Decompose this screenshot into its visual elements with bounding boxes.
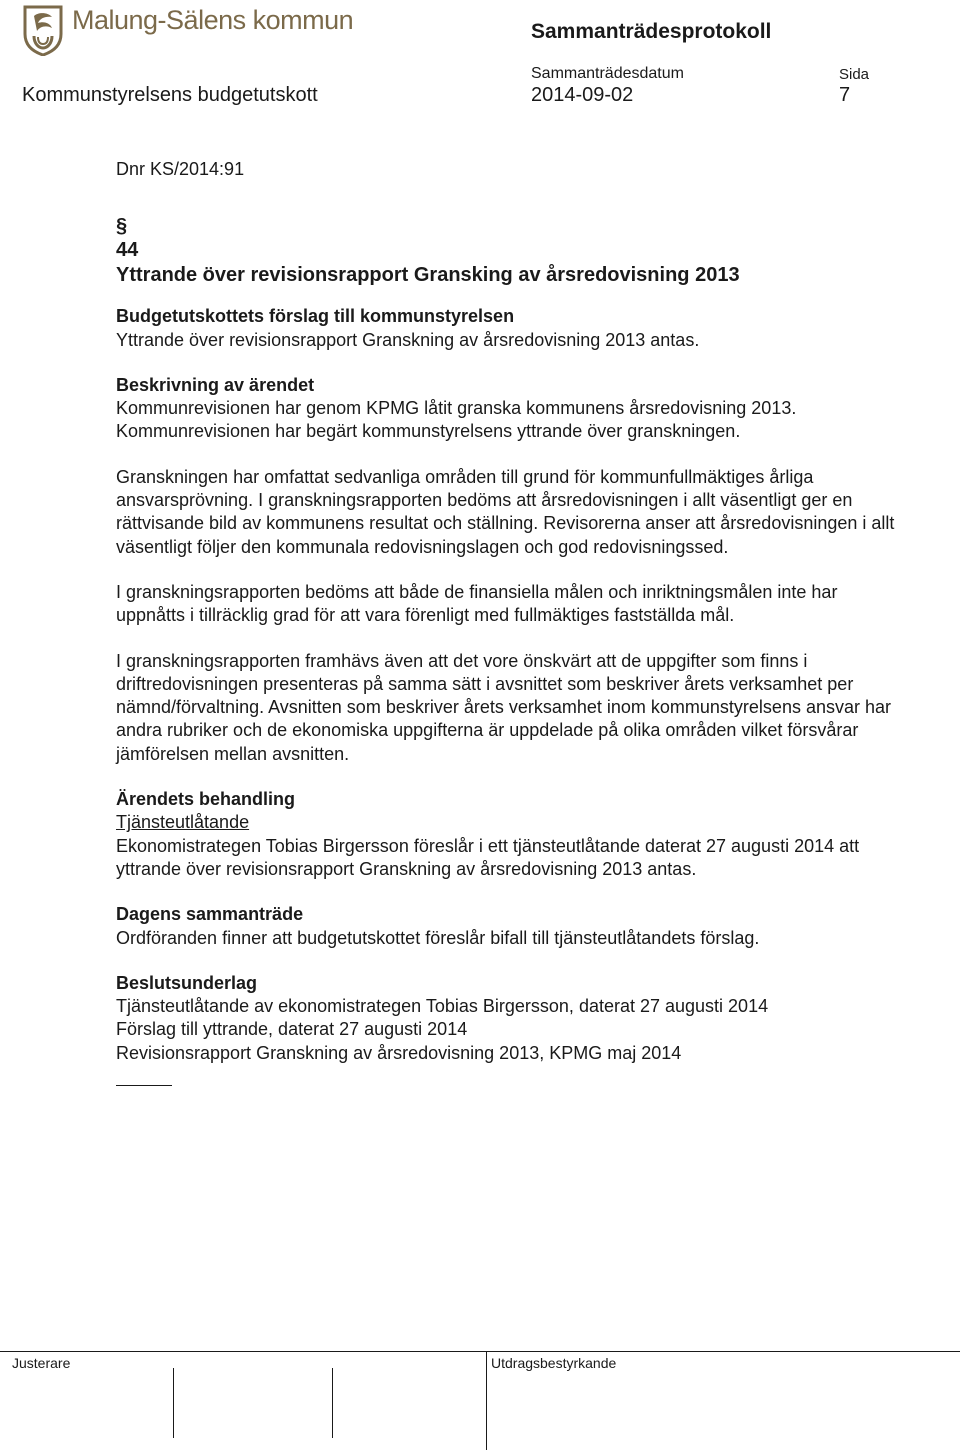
section-mark: § bbox=[116, 215, 128, 238]
protocol-content bbox=[116, 158, 906, 1086]
basis-item: Tjänsteutlåtande av ekonomistrategen Tobias Birgersson, daterat 27 augusti 2014 bbox=[116, 996, 769, 1017]
description-paragraph-4: I granskningsrapporten framhävs även att det vore önskvärt att de uppgifter som finns i driftredovisningen presenteras på samma sätt i avsnittet som beskriver årets verksamhet per nämnd/förvaltning. Avsnitten som beskriver årets verksamhet inom kommunstyrelsens ansvar har andra rubriker och de ekonomiska uppgifterna är uppdelade på olika områden vilket försvårar jämförelsen mellan avsnitten. bbox=[116, 650, 891, 764]
footer-column-divider bbox=[486, 1352, 487, 1450]
section-number-value: 44 bbox=[116, 239, 139, 262]
description-paragraph-1: Kommunrevisionen har genom KPMG låtit granska kommunens årsredovisning 2013. Kommunrevisionen har begärt kommunstyrelsens yttrande över granskningen. bbox=[116, 398, 797, 442]
municipality-logo-icon bbox=[22, 4, 64, 56]
case-number: Dnr KS/2014:91 bbox=[116, 159, 245, 179]
proposal-heading: Budgetutskottets förslag till kommunstyrelsen bbox=[116, 306, 515, 327]
signature-divider bbox=[332, 1368, 333, 1438]
basis-item: Förslag till yttrande, daterat 27 augusti 2014 bbox=[116, 1019, 468, 1040]
footer-divider bbox=[0, 1351, 960, 1352]
footer-utdragsbestyrkande-label: Utdragsbestyrkande bbox=[491, 1355, 617, 1371]
section-title: Yttrande över revisionsrapport Gransking av årsredovisning 2013 bbox=[116, 264, 740, 287]
handling-text: Ekonomistrategen Tobias Birgersson föreslår i ett tjänsteutlåtande daterat 27 augusti 2014 att yttrande över revisionsrapport Granskning av årsredovisning 2013 antas. bbox=[116, 835, 860, 879]
description-heading: Beskrivning av ärendet bbox=[116, 374, 315, 395]
logo-text: Malung-Sälens kommun bbox=[72, 5, 354, 35]
page-number: 7 bbox=[839, 84, 851, 106]
page-label: Sida bbox=[839, 66, 870, 83]
handling-heading: Ärendets behandling bbox=[116, 789, 296, 810]
meeting-date: 2014-09-02 bbox=[531, 84, 634, 106]
closing-line bbox=[116, 1085, 172, 1086]
footer-justerare-label: Justerare bbox=[12, 1355, 71, 1371]
handling-subheading: Tjänsteutlåtande bbox=[116, 812, 250, 833]
date-label: Sammanträdesdatum bbox=[531, 65, 684, 82]
proposal-text: Yttrande över revisionsrapport Granskning av årsredovisning 2013 antas. bbox=[116, 329, 700, 350]
description-paragraph-2: Granskningen har omfattat sedvanliga områden till grund för kommunfullmäktiges årliga ansvarsprövning. I granskningsrapporten bedöms att årsredovisningen i allt väsentligt ger en rättvisande bild av kommunens resultat och ställning. Revisorerna anser att årsredovisningen i allt väsentligt följer den kommunala redovisningslagen och god redovisningssed. bbox=[116, 466, 895, 557]
section-number bbox=[116, 214, 906, 262]
basis-item: Revisionsrapport Granskning av årsredovisning 2013, KPMG maj 2014 bbox=[116, 1042, 682, 1063]
document-type: Sammanträdesprotokoll bbox=[531, 20, 772, 43]
signature-divider bbox=[173, 1368, 174, 1438]
body-name: Kommunstyrelsens budgetutskott bbox=[22, 84, 318, 106]
meeting-text: Ordföranden finner att budgetutskottet föreslår bifall till tjänsteutlåtandets förslag. bbox=[116, 927, 760, 948]
basis-heading: Beslutsunderlag bbox=[116, 972, 258, 993]
description-paragraph-3: I granskningsrapporten bedöms att både de finansiella målen och inriktningsmålen inte har uppnåtts i tillräcklig grad för att vara förenligt med fullmäktiges fastställda mål. bbox=[116, 581, 838, 626]
meeting-heading: Dagens sammanträde bbox=[116, 904, 304, 925]
